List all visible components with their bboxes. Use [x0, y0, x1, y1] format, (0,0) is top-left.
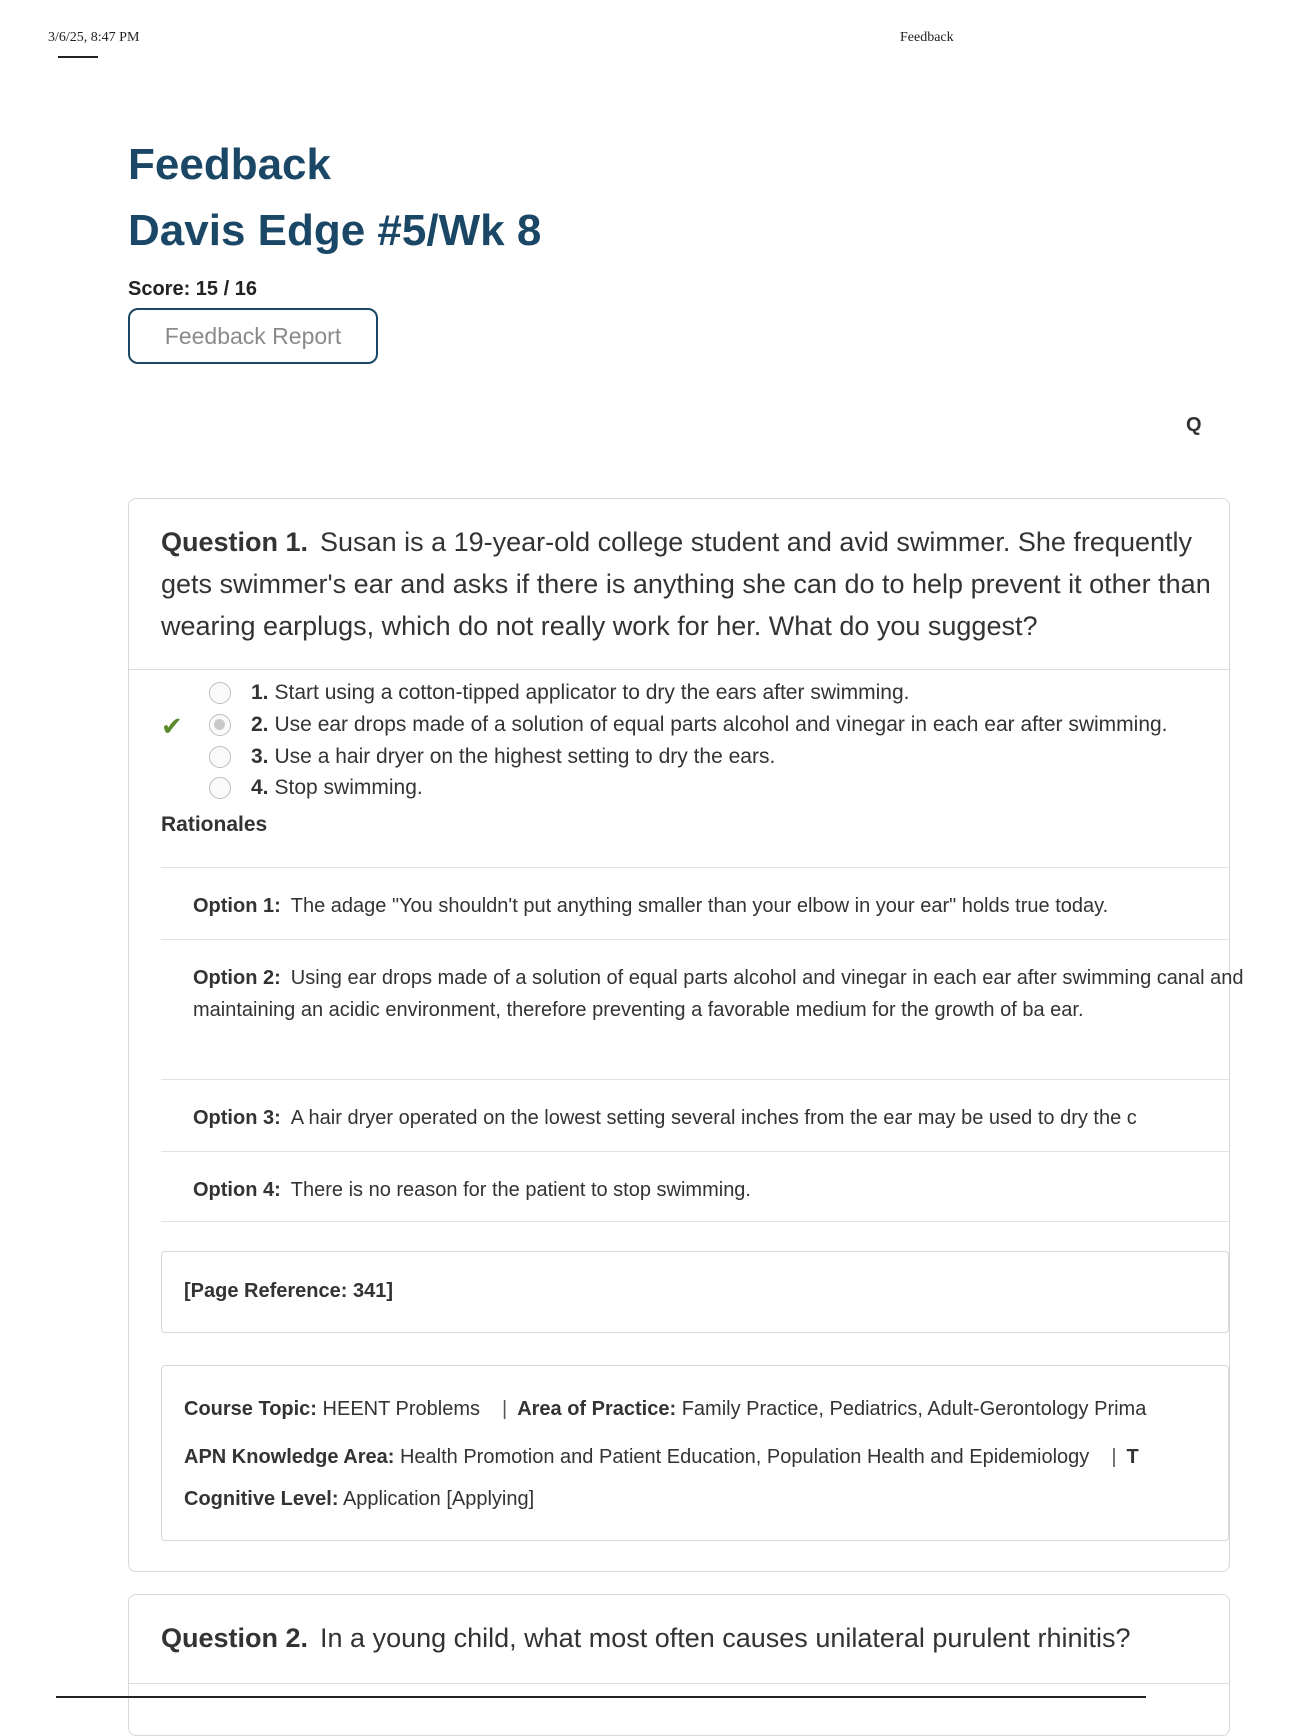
- metadata-line-2: APN Knowledge Area: Health Promotion and Patient Education, Population Health and Epidemiology | T: [184, 1446, 1139, 1468]
- question-card-1: [128, 498, 1244, 1572]
- radio-button-selected[interactable]: [209, 714, 231, 736]
- option-text: 2. Use ear drops made of a solution of equal parts alcohol and vinegar in each ear after swimming.: [251, 713, 1168, 736]
- score-label: Score: 15 / 16: [128, 278, 257, 300]
- print-title: Feedback: [900, 30, 954, 45]
- answer-option-2[interactable]: [129, 711, 1229, 741]
- divider: [161, 1221, 1229, 1222]
- rationale-label: Option 4:: [193, 1179, 281, 1201]
- question-2-stem: In a young child, what most often causes unilateral purulent rhinitis?: [320, 1623, 1131, 1653]
- question-2-number: Question 2.: [161, 1623, 309, 1653]
- answer-option-4[interactable]: [129, 774, 1229, 804]
- radio-button[interactable]: [209, 682, 231, 704]
- answer-option-1[interactable]: [129, 679, 1229, 709]
- rationale-text: Using ear drops made of a solution of equal parts alcohol and vinegar in each ear after swimming canal and maintaining an acidic environment, therefore preventing a favorable medium for the growth of ba ear.: [193, 967, 1244, 1021]
- print-underline: [58, 56, 98, 58]
- rationale-option-1: [161, 867, 1229, 940]
- rationale-option-3: [161, 1079, 1229, 1152]
- metadata-line-1: Course Topic: HEENT Problems | Area of Practice: Family Practice, Pediatrics, Adult-Gerontology Prima: [184, 1398, 1147, 1420]
- answer-option-3[interactable]: [129, 743, 1229, 773]
- question-card-2: [128, 1594, 1230, 1736]
- rationale-text: The adage "You shouldn't put anything smaller than your elbow in your ear" holds true today.: [290, 895, 1109, 917]
- rationale-option-4: [161, 1151, 1229, 1222]
- option-text: 1. Start using a cotton-tipped applicator to dry the ears after swimming.: [251, 681, 910, 704]
- page-reference-box: [161, 1251, 1229, 1333]
- rationale-option-2: [161, 939, 1244, 1080]
- option-text: 4. Stop swimming.: [251, 776, 423, 799]
- page-reference: [Page Reference: 341]: [184, 1280, 393, 1302]
- question-1-stem: Susan is a 19-year-old college student and avid swimmer. She frequently gets swimmer's ear and asks if there is anything she can do to help prevent it other than wearing earplugs, which do not really work for her. What do you suggest?: [161, 527, 1211, 641]
- rationale-label: Option 2:: [193, 967, 281, 989]
- question-metadata-box: [161, 1365, 1229, 1541]
- radio-button[interactable]: [209, 777, 231, 799]
- rationale-text: There is no reason for the patient to stop swimming.: [290, 1179, 751, 1201]
- rationale-label: Option 1:: [193, 895, 281, 917]
- rationales-heading: Rationales: [161, 813, 268, 836]
- page-bottom-rule: [56, 1696, 1146, 1698]
- question-1-number: Question 1.: [161, 527, 309, 557]
- clipped-edge-text: Q: [1186, 414, 1202, 436]
- radio-button[interactable]: [209, 746, 231, 768]
- metadata-line-3: Cognitive Level: Application [Applying]: [184, 1488, 535, 1510]
- print-header: [0, 30, 1200, 60]
- correct-check-icon: ✔: [161, 711, 183, 741]
- divider: [129, 669, 1229, 670]
- option-text: 3. Use a hair dryer on the highest setting to dry the ears.: [251, 745, 776, 768]
- rationale-text: A hair dryer operated on the lowest setting several inches from the ear may be used to dry the c: [290, 1107, 1137, 1129]
- question-1-text: [161, 521, 1211, 647]
- feedback-report-button[interactable]: Feedback Report: [128, 308, 378, 364]
- question-2-text: [161, 1617, 1211, 1659]
- print-datetime: 3/6/25, 8:47 PM: [48, 30, 140, 45]
- quiz-title: Davis Edge #5/Wk 8: [128, 206, 542, 255]
- divider: [129, 1683, 1229, 1684]
- page-title: Feedback: [128, 140, 331, 189]
- rationale-label: Option 3:: [193, 1107, 281, 1129]
